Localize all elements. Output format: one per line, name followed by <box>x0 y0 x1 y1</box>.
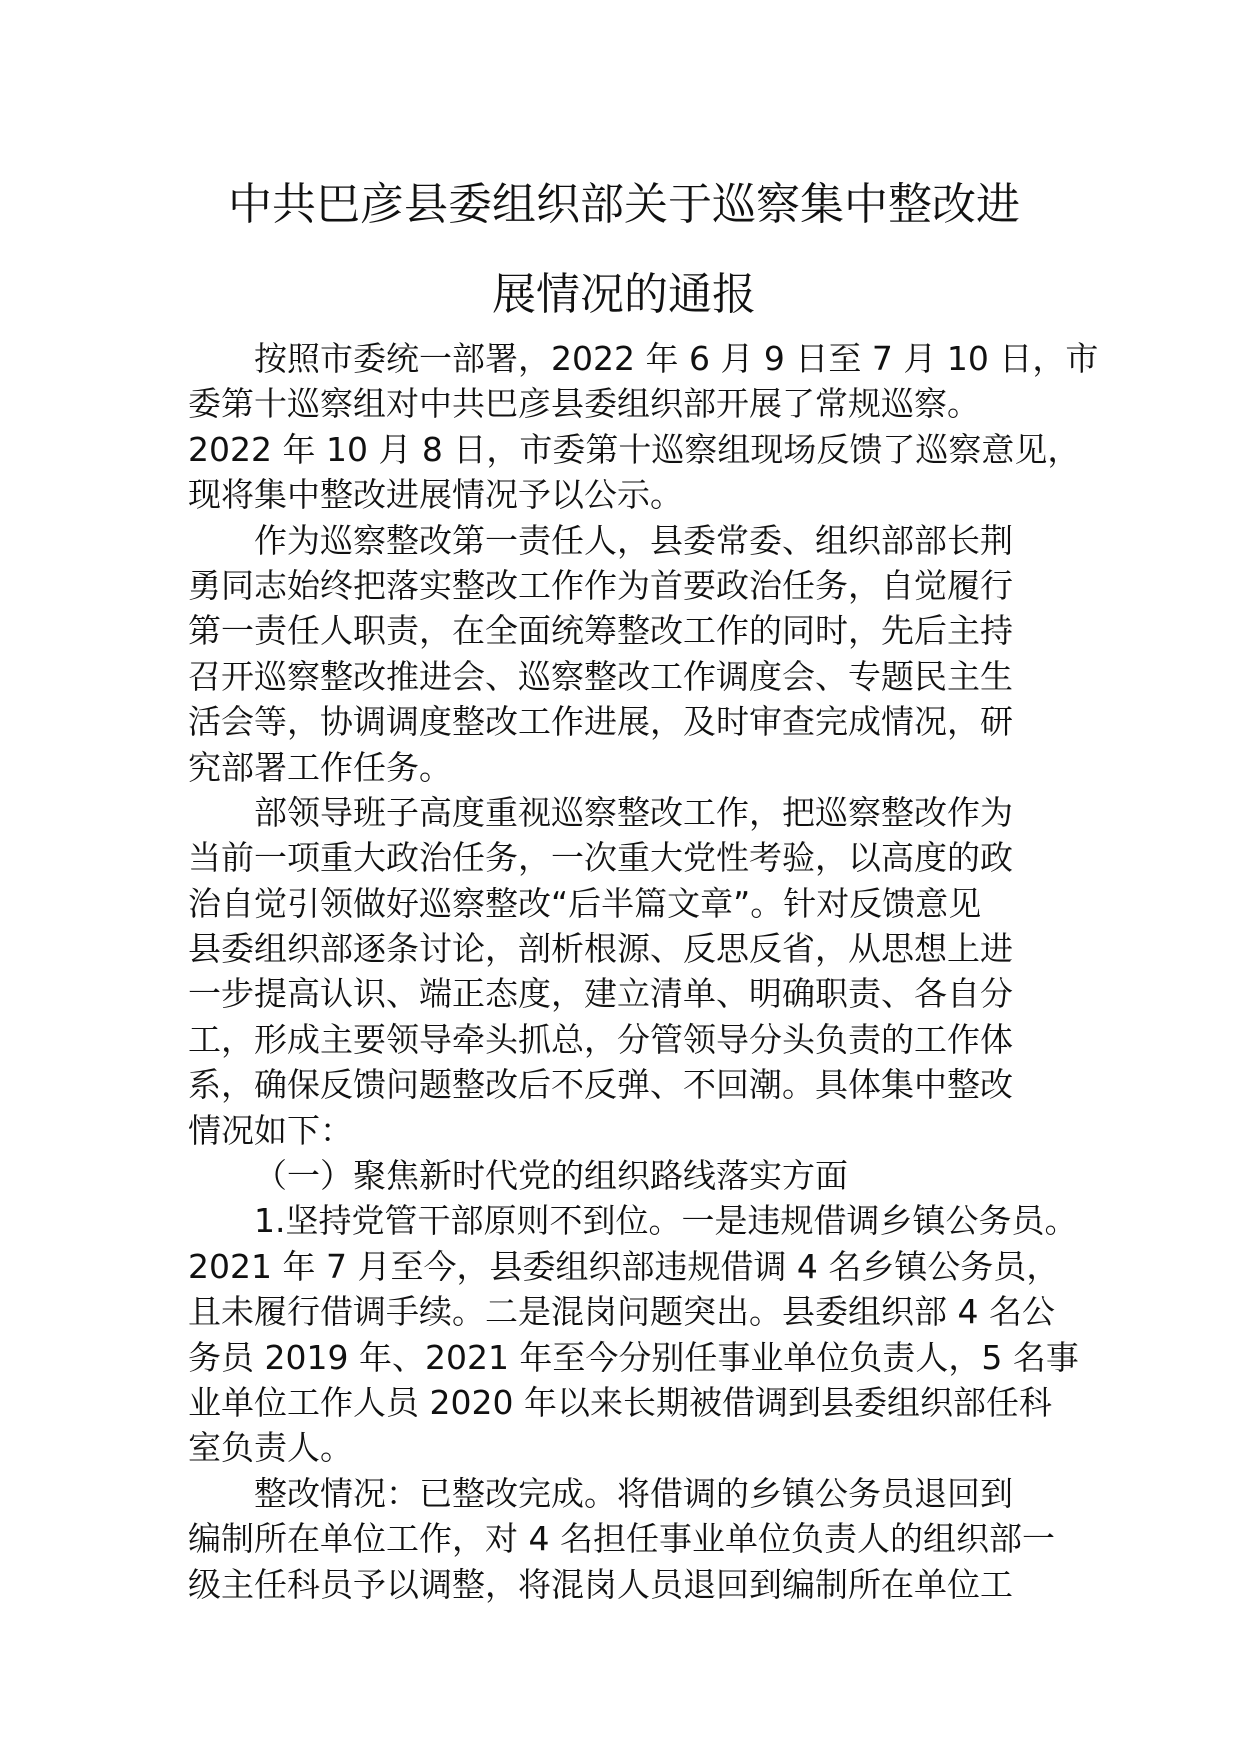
title-line-1: 中共巴彦县委组织部关于巡察集中整改进 <box>228 179 1020 230</box>
text-line: 一步提高认识、端正态度，建立清单、明确职责、各自分 <box>188 974 1013 1014</box>
text-line: 情况如下： <box>188 1110 353 1150</box>
text-line: 工，形成主要领导牵头抓总，分管领导分头负责的工作体 <box>188 1019 1013 1059</box>
text-line: 勇同志始终把落实整改工作作为首要政治任务，自觉履行 <box>188 565 1013 605</box>
text-line: 治自觉引领做好巡察整改“后半篇文章”。针对反馈意见 <box>188 883 982 923</box>
text-line: 作为巡察整改第一责任人，县委常委、组织部部长荆 <box>254 520 1013 560</box>
title-line-2: 展情况的通报 <box>492 269 756 320</box>
text-line: 究部署工作任务。 <box>188 747 452 787</box>
text-line: 务员 2019 年、2021 年至今分别任事业单位负责人，5 名事 <box>188 1337 1079 1377</box>
text-line: 现将集中整改进展情况予以公示。 <box>188 475 683 515</box>
document-body <box>188 336 1099 1607</box>
text-line: 当前一项重大政治任务，一次重大党性考验，以高度的政 <box>188 838 1013 878</box>
text-line: 2022 年 10 月 8 日，市委第十巡察组现场反馈了巡察意见， <box>188 429 1081 469</box>
text-line: 委第十巡察组对中共巴彦县委组织部开展了常规巡察。 <box>188 384 980 424</box>
text-line: 县委组织部逐条讨论，剖析根源、反思反省，从思想上进 <box>188 929 1013 969</box>
text-line: 活会等，协调调度整改工作进展，及时审查完成情况，研 <box>188 702 1013 742</box>
text-line: 编制所在单位工作，对 4 名担任事业单位负责人的组织部一 <box>188 1519 1055 1559</box>
text-line: 整改情况：已整改完成。将借调的乡镇公务员退回到 <box>254 1473 1013 1513</box>
document-title <box>188 160 1060 340</box>
text-line: 按照市委统一部署，2022 年 6 月 9 日至 7 月 10 日，市 <box>254 339 1099 378</box>
text-line: 业单位工作人员 2020 年以来长期被借调到县委组织部任科 <box>188 1382 1052 1422</box>
text-line: 第一责任人职责，在全面统筹整改工作的同时，先后主持 <box>188 611 1013 651</box>
text-line: 室负责人。 <box>188 1428 353 1468</box>
text-line: 且未履行借调手续。二是混岗问题突出。县委组织部 4 名公 <box>188 1292 1055 1332</box>
text-line: 召开巡察整改推进会、巡察整改工作调度会、专题民主生 <box>188 656 1013 696</box>
text-line: 部领导班子高度重视巡察整改工作，把巡察整改作为 <box>254 792 1013 832</box>
section-heading: （一）聚焦新时代党的组织路线落实方面 <box>254 1156 848 1196</box>
text-line: 系，确保反馈问题整改后不反弹、不回潮。具体集中整改 <box>188 1065 1013 1105</box>
text-line: 1.坚持党管干部原则不到位。一是违规借调乡镇公务员。 <box>254 1201 1078 1241</box>
text-line: 级主任科员予以调整，将混岗人员退回到编制所在单位工 <box>188 1564 1013 1604</box>
text-line: 2021 年 7 月至今，县委组织部违规借调 4 名乡镇公务员， <box>188 1246 1060 1286</box>
